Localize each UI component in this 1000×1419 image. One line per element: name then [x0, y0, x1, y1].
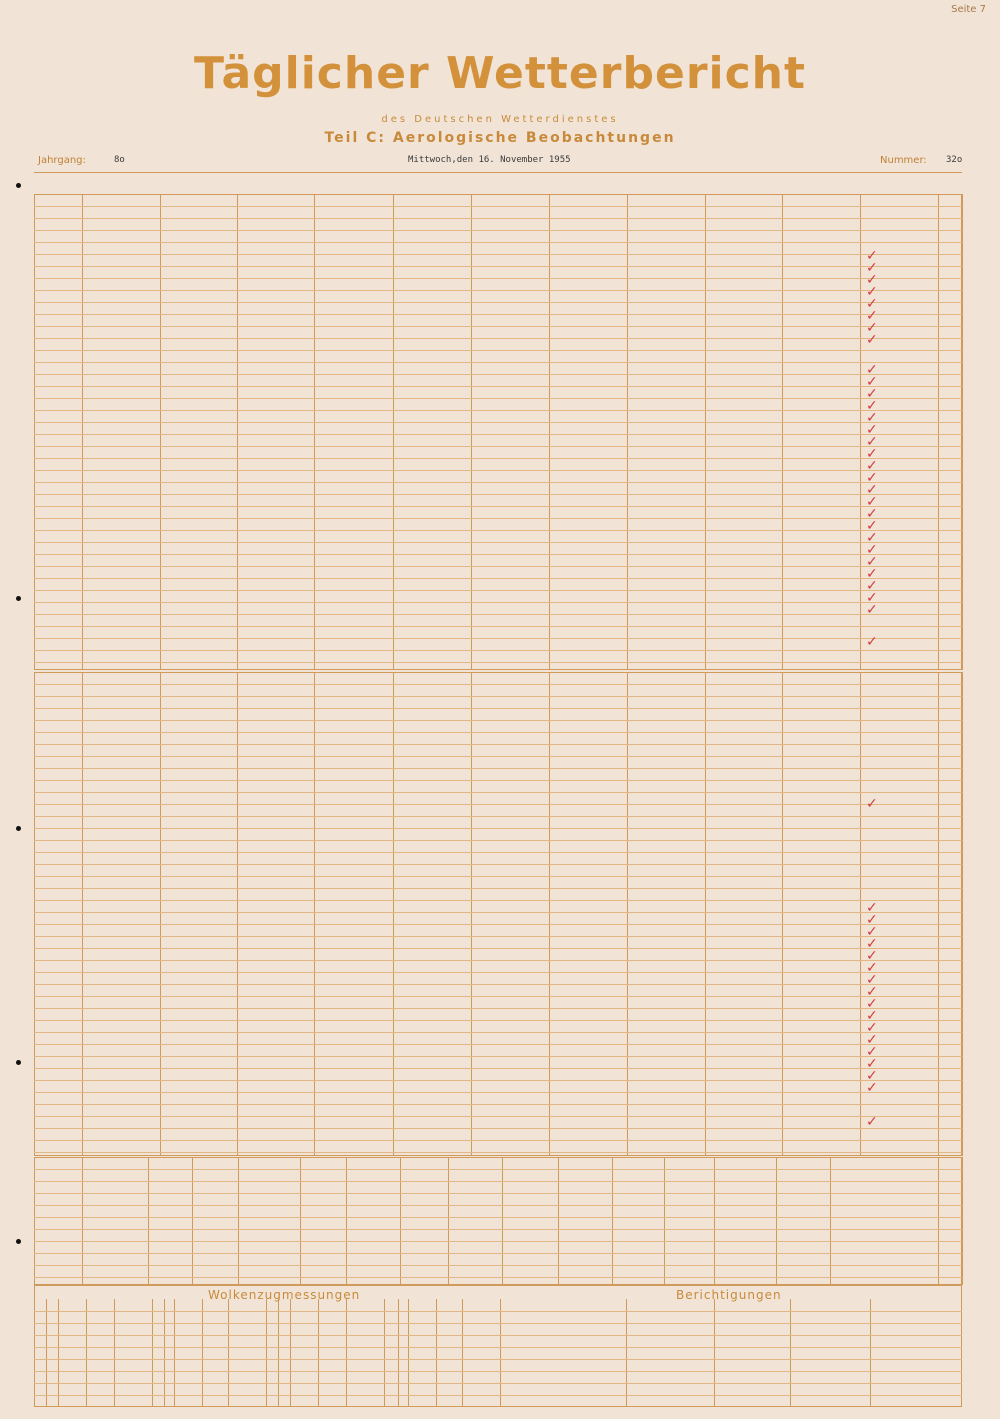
row-line [34, 410, 962, 411]
column-line [266, 1299, 267, 1407]
divider [34, 172, 962, 173]
row-line [34, 314, 962, 315]
column-line [228, 1299, 229, 1407]
row-line [34, 876, 962, 877]
row-line [34, 1265, 962, 1266]
check-mark: ✓ [866, 308, 878, 324]
column-line [34, 1299, 35, 1407]
row-line [34, 840, 962, 841]
column-line [962, 1157, 963, 1285]
check-mark: ✓ [866, 260, 878, 276]
check-mark: ✓ [866, 494, 878, 510]
row-line [34, 482, 962, 483]
check-mark: ✓ [866, 542, 878, 558]
column-line [436, 1299, 437, 1407]
row-line [34, 1169, 962, 1170]
check-mark: ✓ [866, 1020, 878, 1036]
row-line [34, 662, 962, 663]
row-line [34, 936, 962, 937]
check-mark: ✓ [866, 590, 878, 606]
row-line [34, 554, 962, 555]
row-line [34, 1371, 962, 1372]
row-line [34, 590, 962, 591]
check-mark: ✓ [866, 284, 878, 300]
column-line [174, 1299, 175, 1407]
check-mark: ✓ [866, 362, 878, 378]
check-mark: ✓ [866, 796, 878, 812]
check-mark: ✓ [866, 984, 878, 1000]
row-line [34, 350, 962, 351]
row-line [34, 816, 962, 817]
check-mark: ✓ [866, 272, 878, 288]
jahrgang-value: 8o [114, 155, 125, 165]
row-line [34, 972, 962, 973]
check-mark: ✓ [866, 602, 878, 618]
row-line [34, 614, 962, 615]
row-line [34, 1181, 962, 1182]
row-line [34, 1395, 962, 1396]
column-line [962, 194, 963, 670]
check-mark: ✓ [866, 972, 878, 988]
binder-hole [16, 826, 21, 831]
row-line [34, 542, 962, 543]
check-mark: ✓ [866, 506, 878, 522]
row-line [34, 1020, 962, 1021]
row-line [34, 1323, 962, 1324]
row-line [34, 1104, 962, 1105]
row-line [34, 386, 962, 387]
check-mark: ✓ [866, 518, 878, 534]
row-line [34, 684, 962, 685]
check-mark: ✓ [866, 936, 878, 952]
row-line [34, 1080, 962, 1081]
check-mark: ✓ [866, 996, 878, 1012]
row-line [34, 1347, 962, 1348]
row-line [34, 960, 962, 961]
check-mark: ✓ [866, 1068, 878, 1084]
jahrgang-label: Jahrgang: [38, 155, 86, 166]
row-line [34, 206, 962, 207]
row-line [34, 470, 962, 471]
check-mark: ✓ [866, 1114, 878, 1130]
row-line [34, 1217, 962, 1218]
row-line [34, 948, 962, 949]
row-line [34, 302, 962, 303]
check-mark: ✓ [866, 554, 878, 570]
row-line [34, 1335, 962, 1336]
row-line [34, 230, 962, 231]
row-line [34, 1044, 962, 1045]
check-mark: ✓ [866, 296, 878, 312]
column-line [318, 1299, 319, 1407]
row-line [34, 1140, 962, 1141]
check-mark: ✓ [866, 332, 878, 348]
row-line [34, 254, 962, 255]
row-line [34, 362, 962, 363]
check-mark: ✓ [866, 578, 878, 594]
column-line [346, 1299, 347, 1407]
check-mark: ✓ [866, 948, 878, 964]
check-mark: ✓ [866, 1032, 878, 1048]
row-line [34, 828, 962, 829]
column-line [114, 1299, 115, 1407]
column-line [290, 1299, 291, 1407]
row-line [34, 732, 962, 733]
row-line [34, 374, 962, 375]
row-line [34, 1229, 962, 1230]
check-mark: ✓ [866, 458, 878, 474]
check-mark: ✓ [866, 446, 878, 462]
column-line [46, 1299, 47, 1407]
column-line [500, 1299, 501, 1407]
row-line [34, 446, 962, 447]
row-line [34, 1193, 962, 1194]
row-line [34, 744, 962, 745]
page-subtitle: des Deutschen Wetterdienstes [381, 114, 619, 125]
check-mark: ✓ [866, 374, 878, 390]
binder-hole [16, 1060, 21, 1065]
row-line [34, 1205, 962, 1206]
row-line [34, 1032, 962, 1033]
column-line [384, 1299, 385, 1407]
check-mark: ✓ [866, 470, 878, 486]
check-mark: ✓ [866, 248, 878, 264]
row-line [34, 326, 962, 327]
row-line [34, 566, 962, 567]
row-line [34, 530, 962, 531]
row-line [34, 912, 962, 913]
row-line [34, 458, 962, 459]
check-mark: ✓ [866, 482, 878, 498]
date-text: Mittwoch,den 16. November 1955 [408, 155, 571, 165]
column-line [962, 672, 963, 1156]
row-line [34, 518, 962, 519]
row-line [34, 434, 962, 435]
row-line [34, 1311, 962, 1312]
check-mark: ✓ [866, 422, 878, 438]
row-line [34, 1008, 962, 1009]
row-line [34, 1253, 962, 1254]
row-line [34, 638, 962, 639]
row-line [34, 278, 962, 279]
row-line [34, 888, 962, 889]
row-line [34, 422, 962, 423]
nummer-label: Nummer: [880, 155, 927, 166]
row-line [34, 756, 962, 757]
column-line [790, 1299, 791, 1407]
check-mark: ✓ [866, 398, 878, 414]
row-line [34, 1068, 962, 1069]
row-line [34, 290, 962, 291]
column-line [152, 1299, 153, 1407]
check-mark: ✓ [866, 1044, 878, 1060]
row-line [34, 852, 962, 853]
check-mark: ✓ [866, 924, 878, 940]
check-mark: ✓ [866, 434, 878, 450]
column-line [58, 1299, 59, 1407]
row-line [34, 1128, 962, 1129]
row-line [34, 804, 962, 805]
column-line [626, 1299, 627, 1407]
row-line [34, 602, 962, 603]
column-line [398, 1299, 399, 1407]
row-line [34, 398, 962, 399]
row-line [34, 1359, 962, 1360]
row-line [34, 1092, 962, 1093]
check-mark: ✓ [866, 320, 878, 336]
check-mark: ✓ [866, 386, 878, 402]
row-line [34, 1241, 962, 1242]
row-line [34, 708, 962, 709]
check-mark: ✓ [866, 410, 878, 426]
check-mark: ✓ [866, 634, 878, 650]
row-line [34, 924, 962, 925]
row-line [34, 1277, 962, 1278]
row-line [34, 996, 962, 997]
binder-hole [16, 1239, 21, 1244]
column-line [408, 1299, 409, 1407]
row-line [34, 1056, 962, 1057]
check-mark: ✓ [866, 1080, 878, 1096]
berichtigungen-title: Berichtigungen [676, 1288, 782, 1302]
row-line [34, 650, 962, 651]
nummer-value: 32o [946, 155, 963, 165]
row-line [34, 494, 962, 495]
column-line [462, 1299, 463, 1407]
row-line [34, 266, 962, 267]
check-mark: ✓ [866, 960, 878, 976]
row-line [34, 506, 962, 507]
column-line [202, 1299, 203, 1407]
row-line [34, 984, 962, 985]
row-line [34, 864, 962, 865]
row-line [34, 768, 962, 769]
row-line [34, 338, 962, 339]
row-line [34, 1152, 962, 1153]
check-mark: ✓ [866, 566, 878, 582]
row-line [34, 1383, 962, 1384]
row-line [34, 780, 962, 781]
row-line [34, 900, 962, 901]
row-line [34, 242, 962, 243]
part-title: Teil C: Aerologische Beobachtungen [324, 130, 676, 146]
binder-hole [16, 596, 21, 601]
page-title: Täglicher Wetterbericht [193, 48, 807, 99]
row-line [34, 218, 962, 219]
row-line [34, 792, 962, 793]
column-line [278, 1299, 279, 1407]
column-line [86, 1299, 87, 1407]
check-mark: ✓ [866, 900, 878, 916]
page-number: Seite 7 [951, 4, 986, 15]
row-line [34, 578, 962, 579]
row-line [34, 626, 962, 627]
binder-hole [16, 183, 21, 188]
column-line [164, 1299, 165, 1407]
row-line [34, 696, 962, 697]
check-mark: ✓ [866, 530, 878, 546]
check-mark: ✓ [866, 912, 878, 928]
wolken-title: Wolkenzugmessungen [208, 1288, 361, 1302]
check-mark: ✓ [866, 1008, 878, 1024]
row-line [34, 720, 962, 721]
column-line [870, 1299, 871, 1407]
column-line [714, 1299, 715, 1407]
row-line [34, 1116, 962, 1117]
check-mark: ✓ [866, 1056, 878, 1072]
